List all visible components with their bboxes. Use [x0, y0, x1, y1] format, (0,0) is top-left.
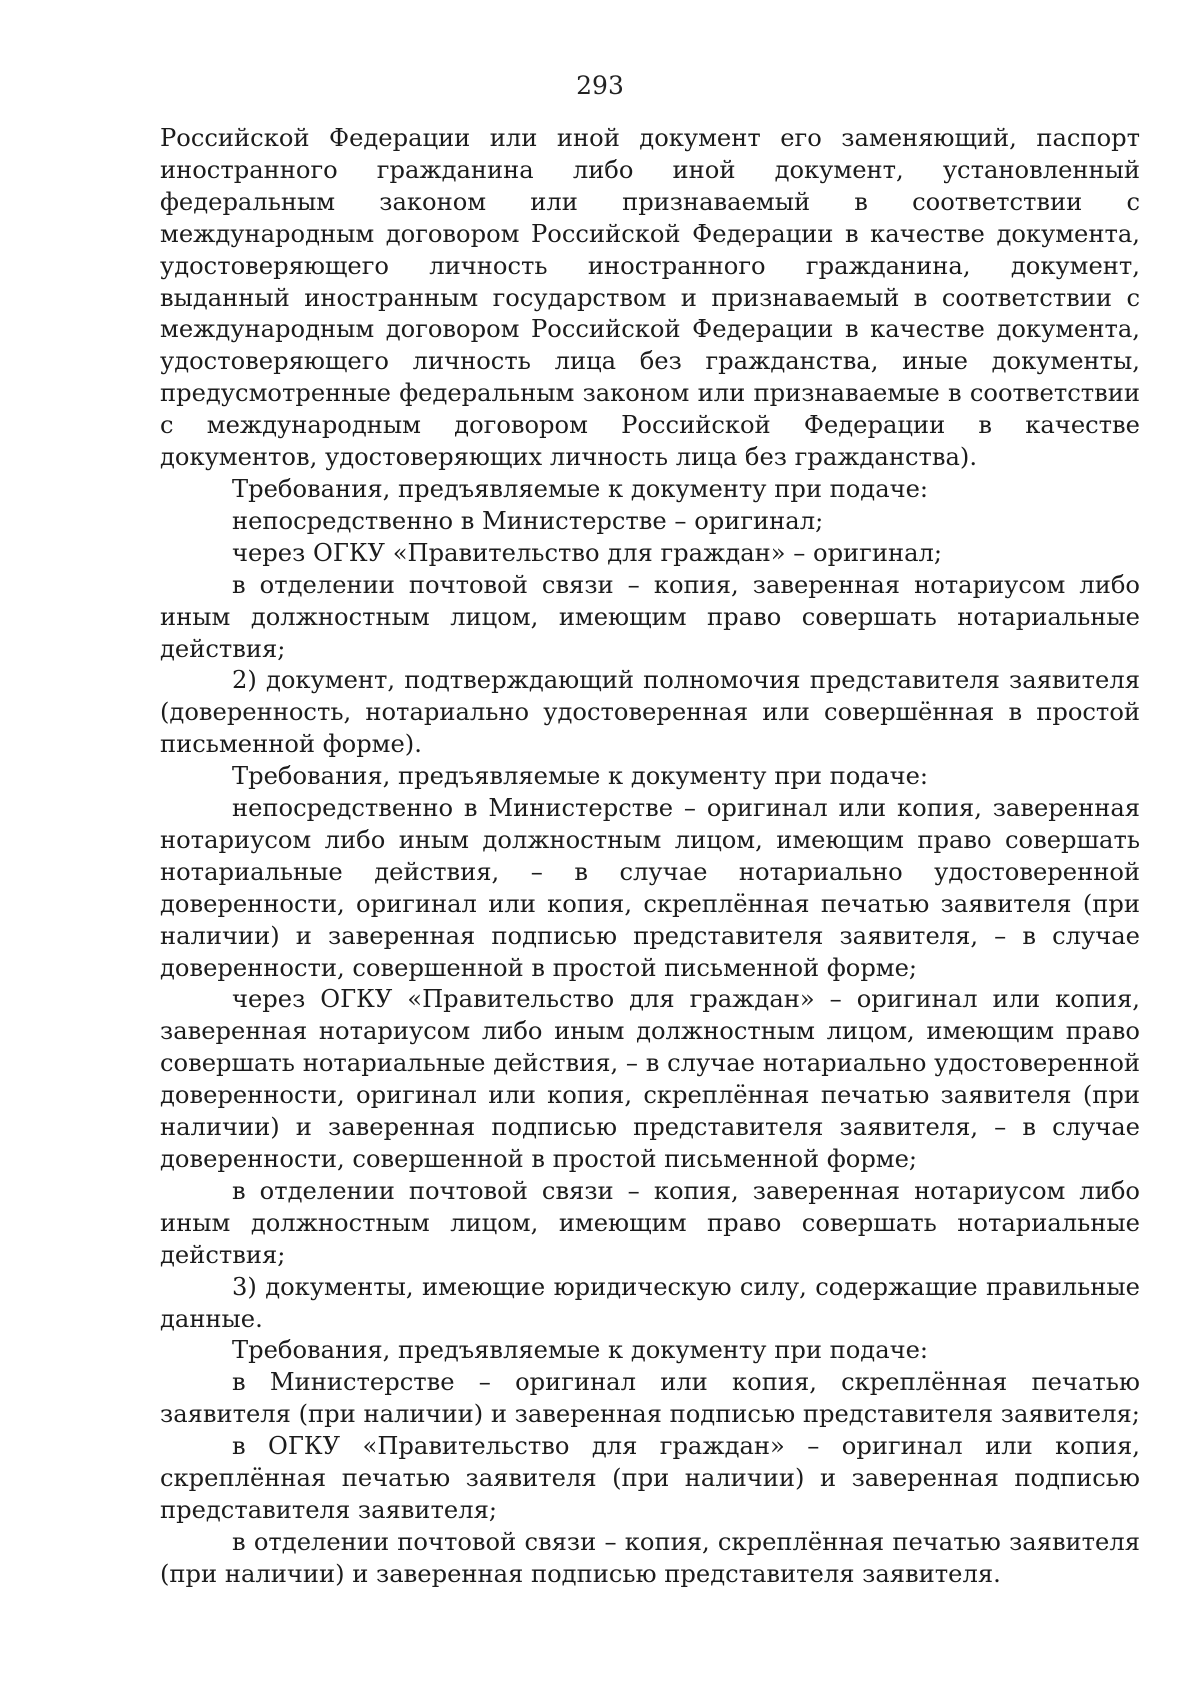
paragraph-ministry-original: непосредственно в Министерстве – оригинал;	[232, 506, 824, 535]
paragraph-post-office-poa-copy: в отделении почтовой связи – копия, заверенная нотариусом либо иным должностным лицом, имеющим право совершать нотариальные действия;	[160, 1176, 1140, 1269]
paragraph-ministry-legal-docs: в Министерстве – оригинал или копия, скреплённая печатью заявителя (при наличии) и заверенная подписью представителя заявителя;	[160, 1368, 1140, 1429]
paragraph-item-2-power-of-attorney: 2) документ, подтверждающий полномочия представителя заявителя (доверенность, нотариально удостоверенная или совершённая в простой письменной форме).	[160, 666, 1140, 759]
paragraph-ogku-poa-requirements: через ОГКУ «Правительство для граждан» – оригинал или копия, заверенная нотариусом либо иным должностным лицом, имеющим право совершать нотариальные действия, – в случае нотариально удостоверенной доверенности, оригинал или копия, скреплённая печатью заявителя (при наличии) и заверенная подписью представителя заявителя, – в случае доверенности, совершенной в простой письменной форме;	[160, 985, 1140, 1173]
paragraph-requirements-heading: Требования, предъявляемые к документу при подаче:	[232, 474, 929, 503]
paragraph-ogku-legal-docs: в ОГКУ «Правительство для граждан» – оригинал или копия, скреплённая печатью заявителя (при наличии) и заверенная подписью представителя заявителя;	[160, 1432, 1140, 1524]
paragraph-post-office-legal-docs: в отделении почтовой связи – копия, скреплённая печатью заявителя (при наличии) и заверенная подписью представителя заявителя.	[160, 1527, 1140, 1588]
paragraph-requirements-heading: Требования, предъявляемые к документу при подаче:	[232, 762, 929, 791]
paragraph-requirements-heading: Требования, предъявляемые к документу при подаче:	[232, 1336, 929, 1365]
paragraph-identity-documents-continued: Российской Федерации или иной документ его заменяющий, паспорт иностранного гражданина либо иной документ, установленный федеральным законом или признаваемый в соответствии с международным договором Российской Федерации в качестве документа, удостоверяющего личность иностранного гражданина, документ, выданный иностранным государством и признаваемый в соответствии с международным договором Российской Федерации в качестве документа, удостоверяющего личность лица без гражданства, иные документы, предусмотренные федеральным законом или признаваемые в соответствии с международным договором Российской Федерации в качестве документов, удостоверяющих личность лица без гражданства).	[160, 124, 1140, 472]
page-number: 293	[576, 71, 624, 100]
paragraph-ministry-poa-requirements: непосредственно в Министерстве – оригинал или копия, заверенная нотариусом либо иным должностным лицом, имеющим право совершать нотариальные действия, – в случае нотариально удостоверенной доверенности, оригинал или копия, скреплённая печатью заявителя (при наличии) и заверенная подписью представителя заявителя, – в случае доверенности, совершенной в простой письменной форме;	[160, 794, 1140, 982]
document-body	[160, 123, 1140, 1591]
paragraph-post-office-copy: в отделении почтовой связи – копия, заверенная нотариусом либо иным должностным лицом, имеющим право совершать нотариальные действия;	[160, 570, 1140, 663]
paragraph-item-3-legal-documents: 3) документы, имеющие юридическую силу, содержащие правильные данные.	[160, 1272, 1140, 1333]
paragraph-ogku-original: через ОГКУ «Правительство для граждан» – оригинал;	[232, 538, 943, 567]
